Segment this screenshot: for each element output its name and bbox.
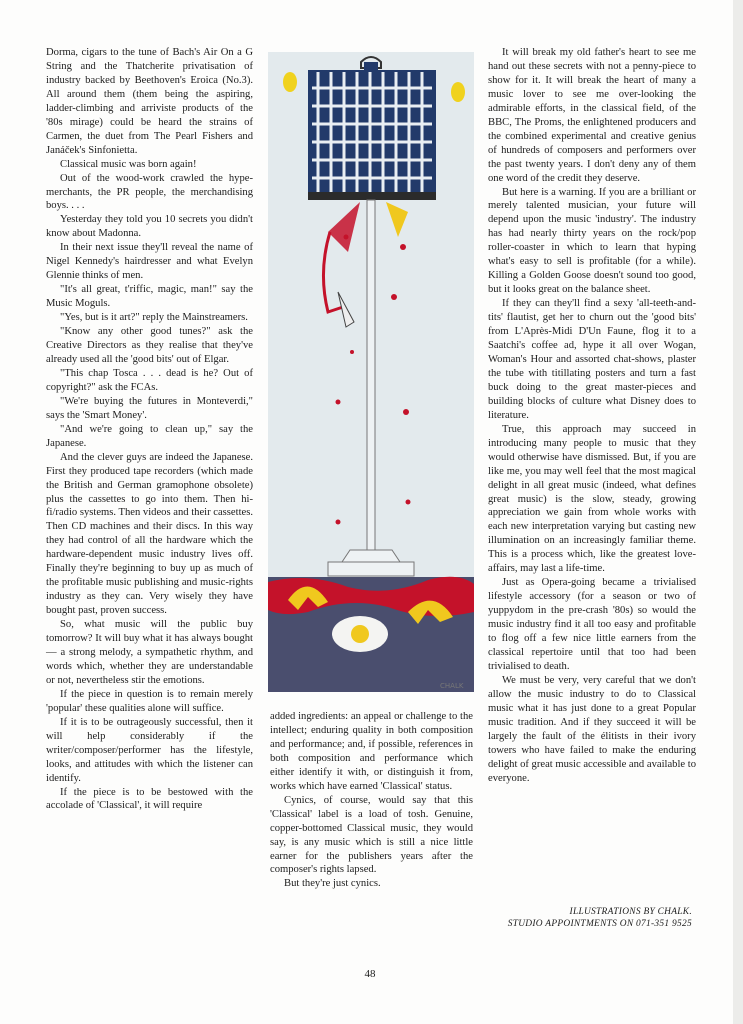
credit-line-phone: STUDIO APPOINTMENTS ON 071-351 9525 bbox=[507, 919, 692, 929]
right-text-column bbox=[488, 46, 696, 786]
paragraph: "It's all great, t'riffic, magic, man!" say the Music Moguls. bbox=[46, 284, 253, 310]
paragraph: "And we're going to clean up," say the Japanese. bbox=[46, 423, 253, 449]
cage bbox=[308, 57, 436, 200]
illustrator-signature: CHALK bbox=[440, 682, 464, 690]
left-yellow-light bbox=[283, 72, 297, 92]
paragraph: Just as Opera-going became a trivialised lifestyle accessory (for a season or two of yuppydom in the pre-crash '80s) so would the music industry find it all too easy and profitable to flog off a few nice little earners from the classical repertoire until that too had been trivialised to death. bbox=[488, 577, 696, 672]
paragraph: Yesterday they told you 10 secrets you didn't know about Madonna. bbox=[46, 214, 253, 240]
paragraph: In their next issue they'll reveal the name of Nigel Kennedy's hairdresser and what Evelyn Glennie thinks of men. bbox=[46, 242, 253, 282]
paragraph: True, this approach may succeed in introducing many people to music that they would otherwise have dismissed. But, if you are like me, you may well feel that the most magical delight in all great music (indeed, what defines great music) is the slow, steady, growing appreciation we gain from whole works with each new interpretation varying but casting new illumination on an increasingly familiar theme. This is a process which, like the greatest love-affairs, may last a life-time. bbox=[488, 423, 696, 575]
birdcage-illustration bbox=[268, 52, 474, 692]
paragraph: "We're buying the futures in Monteverdi," says the 'Smart Money'. bbox=[46, 395, 253, 421]
cage-stand bbox=[367, 200, 375, 550]
left-text-column bbox=[46, 46, 253, 813]
page-number: 48 bbox=[364, 968, 376, 980]
paragraph: Dorma, cigars to the tune of Bach's Air On a G String and the Thatcherite privatisation of industry backed by Beethoven's Eroica (No.3). All around them (them being the aspiring, ladder-climbing and arriviste products of the '80s mirage) could be heard the strains of Carmen, the duet from The Pearl Fishers and Janáček's Sinfonietta. bbox=[46, 47, 253, 156]
scan-edge bbox=[733, 0, 743, 1024]
illustration-credit bbox=[470, 906, 692, 930]
paragraph: If they can they'll find a sexy 'all-teeth-and-tits' flautist, get her to churn out the 'good bits' from L'Après-Midi D'Un Faune, flog it to a Saatchi's coffee ad, hype it all over Wogan, Woman's Hour and assorted chat-shows, plaster the tube with titillating posters and turn a fast buck doing to the great master-pieces and building blocks of culture what Disney does to literature. bbox=[488, 298, 696, 421]
paragraph: And the clever guys are indeed the Japanese. First they produced tape recorders (which made the British and German gramophone obsolete) plus the cassettes to go into them. Then hi-fi/radio systems. Then videos and their cassettes. Then CD machines and their discs. In this way they had control of all the hardware which the hardware-dependent music industry lives off. Finally they're beginning to buy up as much of the profitable music publishing and music-rights industry as they can. Very wisely they have bought past, proven success. bbox=[46, 451, 253, 617]
paragraph: So, what music will the public buy tomorrow? It will buy what it has always bought — a strong melody, a sympathetic rhythm, and words which, whether they are understandable or not, nevertheless stir the emotions. bbox=[46, 619, 253, 686]
paragraph: It will break my old father's heart to see me hand out these secrets with not a penny-piece to show for it. It will break the heart of many a music lover to see me over-looking the admirable efforts, in the classical field, of the BBC, The Proms, the enlightened producers and the combined experimental and creative genius of hundreds of composers and performers over the past twenty years. I don't deny any of them one word of the credit they deserve. bbox=[488, 47, 696, 184]
paragraph: If it is to be outrageously successful, then it will help considerably if the writer/composer/performer has the lifestyle, looks, and attitudes with which the listener can identify. bbox=[46, 716, 253, 784]
paragraph: But here is a warning. If you are a brilliant or merely talented musician, your future will depend upon the music 'industry'. The industry has had nearly thirty years on the rock/pop roller-coaster in which to learn that hyping what's easy to sell is profitable (for a while). Killing a Golden Goose doesn't sound too good, but it looks great on the balance sheet. bbox=[488, 186, 696, 296]
right-yellow-light bbox=[451, 82, 465, 102]
paragraph: "Yes, but is it art?" reply the Mainstreamers. bbox=[60, 312, 248, 324]
paragraph: Out of the wood-work crawled the hype-merchants, the PR people, the merchandising boys. . . . bbox=[46, 172, 253, 212]
paragraph: Cynics, of course, would say that this 'Classical' label is a load of tosh. Genuine, copper-bottomed Classical music, they would say, is any music which is still a nice little earner for the publishers years after the composer's rights lapsed. bbox=[270, 794, 473, 876]
middle-text-column bbox=[270, 710, 473, 891]
credit-line-illustrator: ILLUSTRATIONS BY CHALK. bbox=[569, 907, 692, 917]
paragraph: If the piece in question is to remain merely 'popular' these qualities alone will suffice. bbox=[46, 688, 253, 714]
paragraph: "This chap Tosca . . . dead is he? Out of copyright?" ask the FCAs. bbox=[46, 367, 253, 393]
paragraph: added ingredients: an appeal or challenge to the intellect; enduring quality in both composition and performance; and, if possible, references in both composition and performance which either identify it with, or distinguish it from, works which have earned 'Classical' status. bbox=[270, 711, 473, 792]
paragraph: "Know any other good tunes?" ask the Creative Directors as they realise that they've already used all the 'good bits' out of Elgar. bbox=[46, 326, 253, 365]
paragraph: If the piece is to be bestowed with the accolade of 'Classical', it will require bbox=[46, 786, 253, 812]
paragraph: But they're just cynics. bbox=[284, 878, 381, 890]
paragraph: We must be very, very careful that we don't allow the music industry to do to Classical music what it has just done to a great Popular music tradition. And if they succeed it will be largely the fault of the élitists in their ivory towers who have failed to make the enduring delight of great music accessible and available to everyone. bbox=[488, 674, 696, 784]
paragraph: Classical music was born again! bbox=[60, 158, 197, 170]
